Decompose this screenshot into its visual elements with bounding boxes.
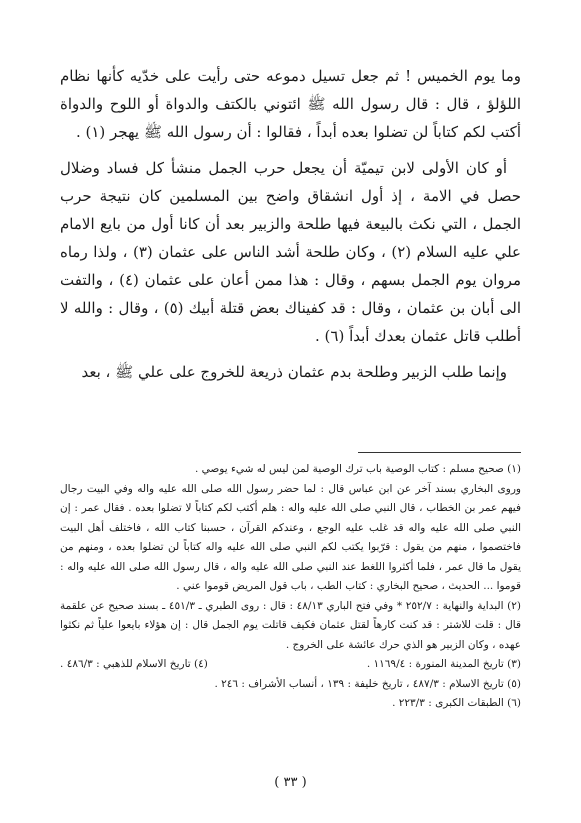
main-paragraph: أو كان الأولى لابن تيميّة أن يجعل حرب الجمل منشأ كل فساد وضلال حصل في الامة ، إذ أول انشقاق واضح بين المسلمين كان نتيجة حرب الجمل ، التي نكث بالبيعة فيها طلحة والزبير بعد أن كانا أول من بايع الامام علي عليه السلام (٢) ، وكان طلحة أشد الناس على عثمان (٣) ، ولذا رماه مروان يوم الجمل بسهم ، وقال : هذا ممن أعان على عثمان (٤) ، والتفت الى أبان بن عثمان ، وقال : قد كفيناك بعض قتلة أبيك (٥) ، وقال : والله لا أطلب قاتل عثمان بعدك أبداً (٦) . (60, 159, 522, 345)
footnote: (٦) الطبقات الكبرى : ٢٢٣/٣ . (392, 697, 521, 709)
main-paragraph: وما يوم الخميس ! ثم جعل تسيل دموعه حتى رأيت على خدّيه كأنها نظام اللؤلؤ ، قال : قال رسول الله ﷺ ائتوني بالكتف والدواة أو اللوح والدواة أكتب لكم كتاباً لن تضلوا بعده أبداً ، فقالوا : أن رسول الله ﷺ يهجر (١) . (60, 67, 521, 141)
main-paragraph: وإنما طلب الزبير وطلحة بدم عثمان ذريعة للخروج على علي ﷺ ، بعد (81, 363, 507, 381)
main-text (60, 62, 521, 394)
page-number: ( ٣٣ ) (274, 775, 307, 790)
footnote: (٤) تاريخ الاسلام للذهبي : ٤٨٦/٣ . (60, 658, 208, 670)
footnotes (60, 460, 521, 714)
footnote: (١) صحيح مسلم : كتاب الوصية باب ترك الوصية لمن ليس له شيء يوصي . (194, 463, 521, 475)
footnote-pair (60, 655, 521, 675)
footnote-divider (358, 452, 521, 453)
footnote: (٢) البداية والنهاية : ٢٥٢/٧ * وفي فتح الباري ٤٨/١٣ : قال : روى الطبري ـ ٤٥١/٣ ـ بسند صحيح عن علقمة قال : قلت للاشتر : قد كنت كارهاً لقتل عثمان فكيف قاتلت يوم الجمل قال : إن هؤلاء بايعوا علياً ثم نكثوا عهده ، وكان الزبير هو الذي حرك عائشة على الخروج . (60, 599, 521, 651)
footnote: (٣) تاريخ المدينة المنورة : ١١٦٩/٤ . (366, 658, 521, 670)
footnote: وروى البخاري بسند آخر عن ابن عباس قال : لما حضر رسول الله صلى الله عليه واله وفي البيت رجال فيهم عمر بن الخطاب ، قال النبي صلى الله عليه واله : هلم أكتب لكم كتاباً لا تضلوا بعده . فقال عمر : إن النبي صلى الله عليه واله قد غلب عليه الوجع ، وعندكم القرآن ، حسبنا كتاب الله ، فاختلف أهل البيت فاختصموا ، منهم من يقول : قرّبوا يكتب لكم النبي صلى الله عليه واله كتاباً لن تضلوا بعده ، ومنهم من يقول ما قال عمر ، فلما أكثروا اللغط عند النبي صلى الله عليه واله ، قال رسول الله صلى الله عليه واله : قوموا ... الحديث ، صحيح البخاري : كتاب الطب ، باب قول المريض قوموا عني . (60, 482, 521, 592)
footnote: (٥) تاريخ الاسلام : ٤٨٧/٣ ، تاريخ خليفة : ١٣٩ ، أنساب الأشراف : ٢٤٦ . (214, 677, 521, 690)
